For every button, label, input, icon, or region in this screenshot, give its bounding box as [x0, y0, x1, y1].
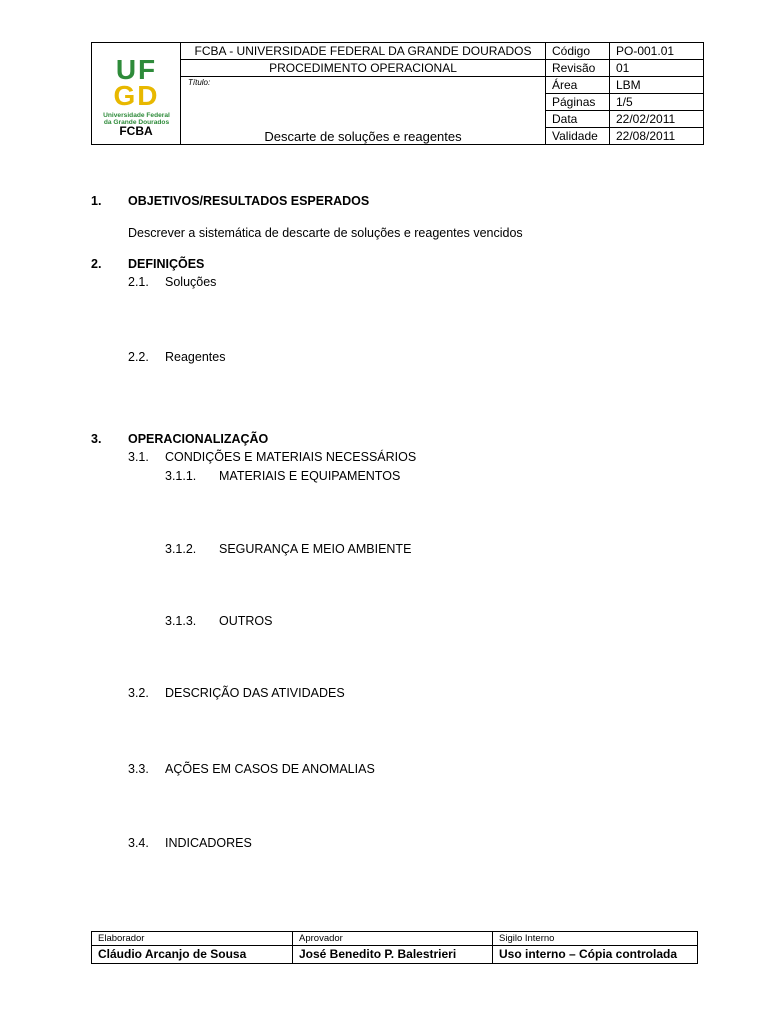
section-3-1-1-number: 3.1.1.: [165, 469, 197, 483]
field-label-area: Área: [546, 77, 610, 94]
field-label-revisao: Revisão: [546, 60, 610, 77]
section-2-2-title: Reagentes: [165, 350, 226, 364]
logo-caption-line1: Universidade Federal: [103, 112, 170, 119]
section-3-3-title: AÇÕES EM CASOS DE ANOMALIAS: [165, 762, 375, 776]
document-title: Descarte de soluções e reagentes: [264, 129, 462, 144]
field-label-data: Data: [546, 111, 610, 128]
logo-cell: [92, 43, 181, 145]
section-3-1-2-number: 3.1.2.: [165, 542, 197, 556]
title-cell: [181, 77, 546, 145]
logo-letters-bottom: GD: [113, 80, 160, 111]
section-3-title: OPERACIONALIZAÇÃO: [128, 432, 269, 446]
field-value-codigo: PO-001.01: [610, 43, 704, 60]
institution-name: FCBA - UNIVERSIDADE FEDERAL DA GRANDE DOURADOS: [181, 43, 546, 60]
section-3-4-number: 3.4.: [128, 836, 149, 850]
section-1-text: Descrever a sistemática de descarte de soluções e reagentes vencidos: [128, 226, 523, 240]
field-label-validade: Validade: [546, 128, 610, 145]
section-3-1-3-number: 3.1.3.: [165, 614, 197, 628]
section-3-number: 3.: [91, 432, 102, 446]
section-2-number: 2.: [91, 257, 102, 271]
section-2-title: DEFINIÇÕES: [128, 257, 205, 271]
section-1-title: OBJETIVOS/RESULTADOS ESPERADOS: [128, 194, 370, 208]
section-2-1-number: 2.1.: [128, 275, 149, 289]
section-2-1-title: Soluções: [165, 275, 217, 289]
document-header-table: [91, 42, 704, 145]
title-label: Título:: [188, 78, 211, 87]
ufgd-logo-mark: [92, 43, 181, 125]
footer-value-elaborador: Cláudio Arcanjo de Sousa: [92, 946, 293, 964]
section-3-2-number: 3.2.: [128, 686, 149, 700]
logo-caption-line2: da Grande Dourados: [103, 119, 170, 125]
footer-value-sigilo: Uso interno – Cópia controlada: [493, 946, 698, 964]
section-3-1-title: CONDIÇÕES E MATERIAIS NECESSÁRIOS: [165, 450, 417, 464]
logo-letters-top: UF: [115, 54, 158, 85]
section-3-1-3-title: OUTROS: [219, 614, 273, 628]
field-label-codigo: Código: [546, 43, 610, 60]
section-3-1-2-title: SEGURANÇA E MEIO AMBIENTE: [219, 542, 412, 556]
footer-label-elaborador: Elaborador: [92, 932, 293, 946]
field-value-validade: 22/08/2011: [610, 128, 704, 145]
section-3-1-1-title: MATERIAIS E EQUIPAMENTOS: [219, 469, 401, 483]
field-value-revisao: 01: [610, 60, 704, 77]
section-1-number: 1.: [91, 194, 102, 208]
footer-label-sigilo: Sigilo Interno: [493, 932, 698, 946]
section-3-4-title: INDICADORES: [165, 836, 252, 850]
footer-label-aprovador: Aprovador: [293, 932, 493, 946]
field-label-paginas: Páginas: [546, 94, 610, 111]
document-type: PROCEDIMENTO OPERACIONAL: [181, 60, 546, 77]
section-2-2-number: 2.2.: [128, 350, 149, 364]
section-3-2-title: DESCRIÇÃO DAS ATIVIDADES: [165, 686, 345, 700]
field-value-data: 22/02/2011: [610, 111, 704, 128]
ufgd-logo: [92, 43, 180, 140]
document-footer-table: [91, 931, 698, 964]
field-value-area: LBM: [610, 77, 704, 94]
footer-value-aprovador: José Benedito P. Balestrieri: [293, 946, 493, 964]
field-value-paginas: 1/5: [610, 94, 704, 111]
logo-unit: FCBA: [119, 124, 153, 138]
section-3-1-number: 3.1.: [128, 450, 149, 464]
section-3-3-number: 3.3.: [128, 762, 149, 776]
svg-text:GD: [114, 80, 160, 111]
